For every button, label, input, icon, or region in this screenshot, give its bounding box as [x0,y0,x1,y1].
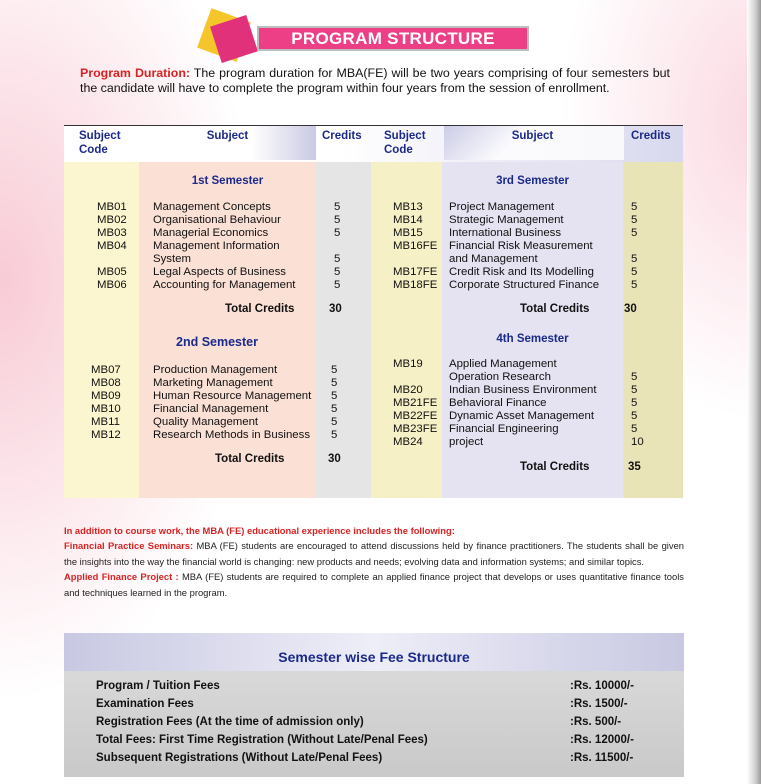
sem4-total-label: Total Credits [520,461,590,473]
page-edge-shadow [747,0,761,784]
sem1-codes: MB01 MB02 MB03 MB04 MB05 MB06 [97,201,127,291]
header-subject-code-2: Subject Code [384,130,426,156]
fee-row [96,734,676,750]
project-label: Applied Finance Project : [64,571,179,583]
sem3-credits: 5 5 5 5 5 5 [631,201,638,291]
page-title: PROGRAM STRUCTURE [291,29,495,48]
notes-heading: In addition to course work, the MBA (FE) educational experience includes the following: [64,525,455,536]
semester-title: 4th Semester [496,333,569,345]
semester-title: 2nd Semester [176,335,258,349]
fee-row [96,698,676,714]
sem4-subjects: Applied Management Operation Research Indian Business Environment Behavioral Finance Dynamic Asset Management Financial Engineering project [449,358,597,448]
seminars-paragraph [64,538,684,569]
project-text: MBA (FE) students are required to complete an applied finance project that develops or uses quantitative finance tools and techniques learned in the program. [64,571,684,598]
fee-amount: :Rs. 10000/- [570,680,634,692]
fee-label: Examination Fees [96,698,194,710]
fee-amount: :Rs. 11500/- [570,752,634,764]
header-subject: Subject [206,130,249,142]
fee-label: Subsequent Registrations (Without Late/Penal Fees) [96,752,383,764]
header-credits-2: Credits [631,130,671,142]
sem2-credits: 5 5 5 5 5 5 [331,364,338,441]
sem3-total-label: Total Credits [520,303,590,315]
sem4-codes: MB19 MB20 MB21FE MB22FE MB23FE MB24 [393,358,438,448]
sem3-total: 30 [624,303,637,315]
fee-amount: :Rs. 500/- [570,716,622,728]
semester-title: 1st Semester [191,175,264,187]
program-duration-paragraph [80,66,670,97]
fee-row [96,752,676,768]
sem1-total-label: Total Credits [225,303,295,315]
fee-label: Total Fees: First Time Registration (Without Late/Penal Fees) [96,734,428,746]
experience-notes [64,523,684,600]
fee-structure-title: Semester wise Fee Structure [278,649,470,665]
seminars-label: Financial Practice Seminars: [64,540,194,552]
fee-row [96,680,676,696]
sem2-total-label: Total Credits [215,453,285,465]
sem2-codes: MB07 MB08 MB09 MB10 MB11 MB12 [91,364,121,441]
header-subject-code: Subject Code [79,130,121,156]
fee-label: Program / Tuition Fees [96,680,220,692]
seminars-text: MBA (FE) students are encouraged to attend discussions held by finance practitioners. The students shall be given the insights into the way the financial world is changing: new products and needs; evolving data and information systems; and similar topics. [64,540,684,567]
program-duration-label: Program Duration: [80,66,191,80]
sem1-total: 30 [329,303,342,315]
sem3-subjects: Project Management Strategic Management International Business Financial Risk Measurement and Management Credit Risk and Its Modelling Corporate Structured Finance [449,201,600,291]
sem2-total: 30 [328,453,341,465]
sem4-credits: 5 5 5 5 5 10 [631,371,644,448]
project-paragraph [64,569,684,600]
credits-column [316,162,371,498]
sem4-total: 35 [628,461,641,473]
fee-amount: :Rs. 12000/- [570,734,634,746]
fee-label: Registration Fees (At the time of admission only) [96,716,364,728]
sem1-credits: 5 5 5 5 5 5 [334,201,341,291]
semester-title: 3rd Semester [496,175,569,187]
sem1-subjects: Management Concepts Organisational Behaviour Managerial Economics Management Information System Legal Aspects of Business Accounting for Management [153,201,296,291]
program-duration-text: The program duration for MBA(FE) will be two years comprising of four semesters but the candidate will have to complete the program within four years from the session of enrollment. [80,66,671,96]
header-credits: Credits [322,130,362,142]
sem3-codes: MB13 MB14 MB15 MB16FE MB17FE MB18FE [393,201,438,291]
fee-row [96,716,676,732]
header-subject-2: Subject [511,130,554,142]
sem2-subjects: Production Management Marketing Management Human Resource Management Financial Management Quality Management Research Methods in Business [153,364,312,441]
fee-amount: :Rs. 1500/- [570,698,628,710]
